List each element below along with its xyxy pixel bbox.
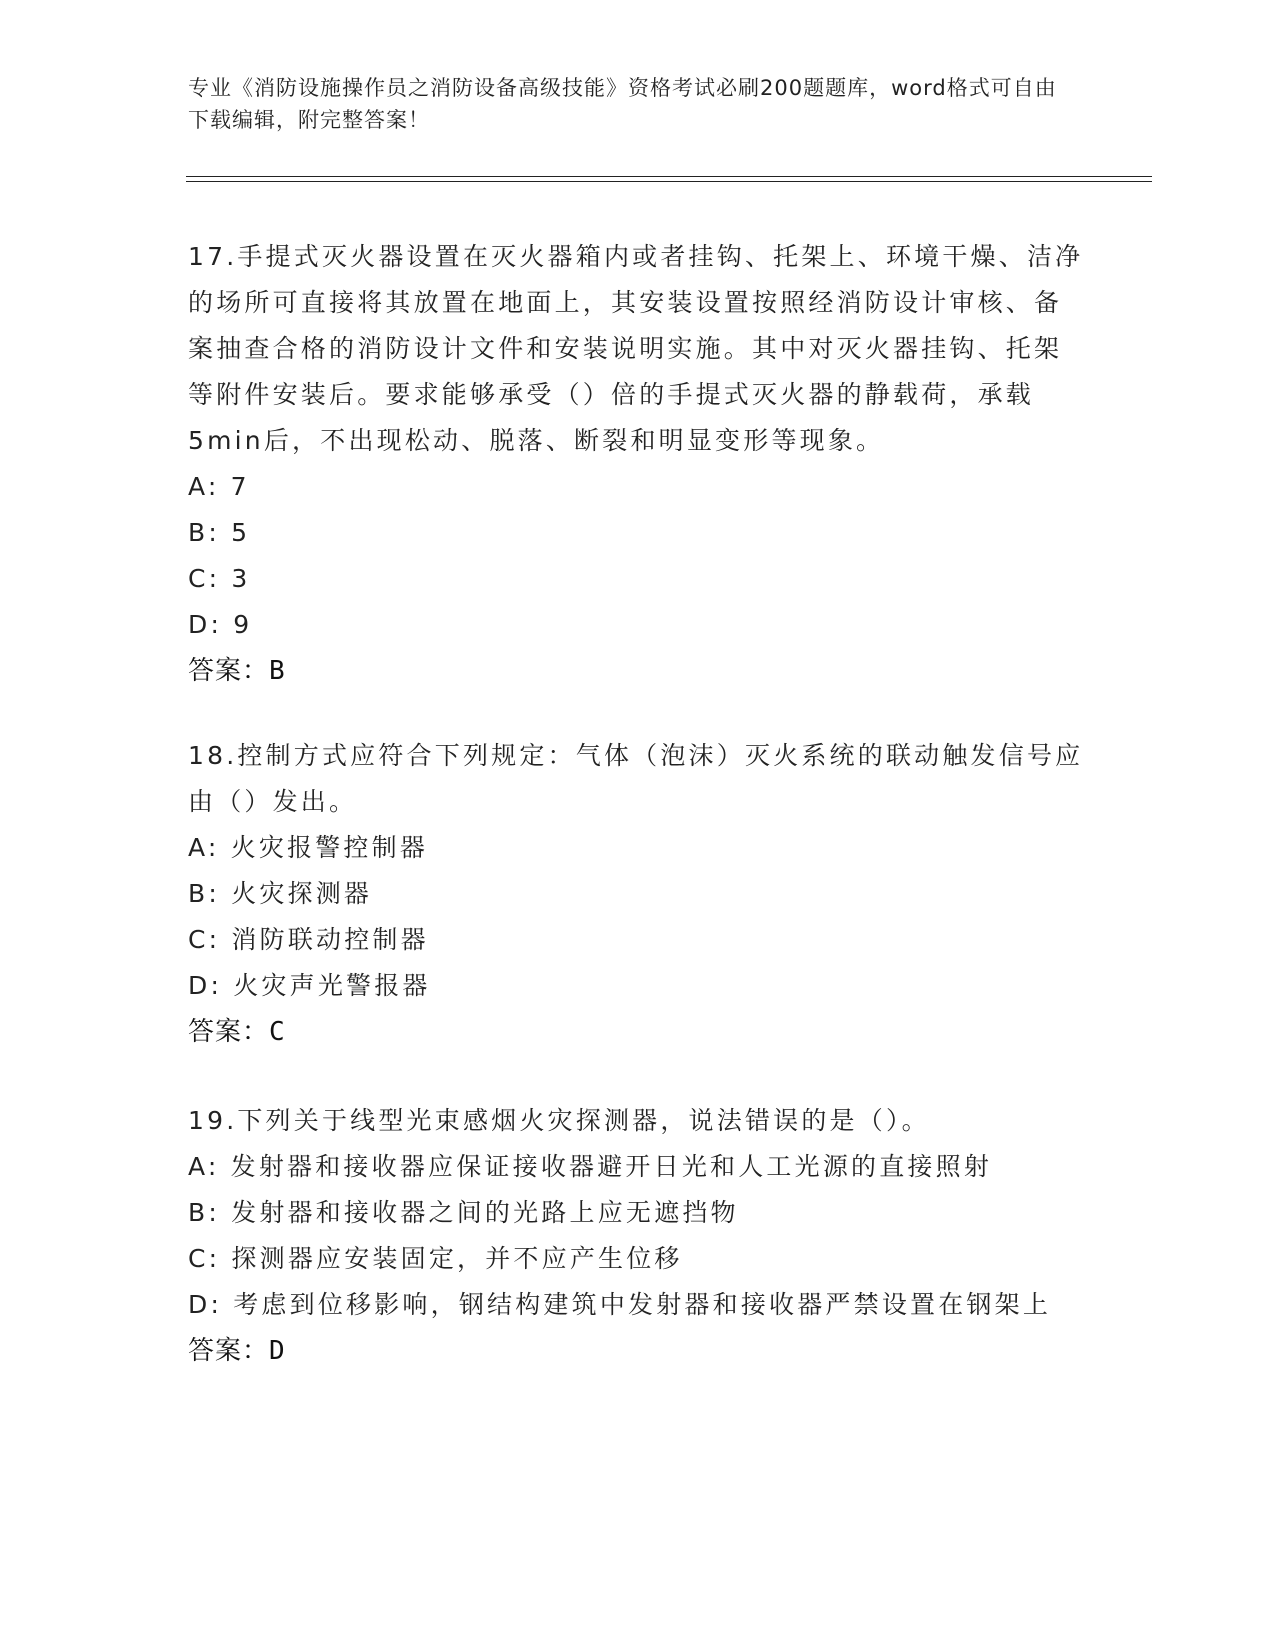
question-stem: 18.控制方式应符合下列规定：气体（泡沫）灭火系统的联动触发信号应由（）发出。 [188, 741, 1084, 816]
header-divider-top [186, 176, 1152, 177]
answer-label: 答案： [188, 656, 270, 686]
question-18 [188, 733, 1088, 1055]
option-c: C: 探测器应安装固定，并不应产生位移 [188, 1244, 683, 1273]
option-a: A: 发射器和接收器应保证接收器避开日光和人工光源的直接照射 [188, 1152, 993, 1181]
document-header: 专业《消防设施操作员之消防设备高级技能》资格考试必刷200题题库，word格式可自由下载编辑，附完整答案！ [188, 76, 1057, 132]
option-b: B: 火灾探测器 [188, 879, 373, 908]
option-d: D: 火灾声光警报器 [188, 971, 431, 1000]
answer-line [188, 1328, 1088, 1374]
option-d: D: 9 [188, 610, 253, 639]
answer-label: 答案： [188, 1336, 270, 1366]
option-a: A: 火灾报警控制器 [188, 833, 429, 862]
option-d: D: 考虑到位移影响，钢结构建筑中发射器和接收器严禁设置在钢架上 [188, 1290, 1052, 1319]
answer-line [188, 1009, 1088, 1055]
option-c: C: 消防联动控制器 [188, 925, 429, 954]
answer-value: C [269, 1017, 286, 1047]
option-c: C: 3 [188, 564, 251, 593]
option-b: B: 5 [188, 518, 251, 547]
header-divider-bottom [186, 181, 1152, 182]
option-a: A: 7 [188, 472, 250, 501]
answer-value: B [269, 656, 286, 686]
answer-label: 答案： [188, 1017, 270, 1047]
answer-value: D [269, 1336, 286, 1366]
answer-line [188, 648, 1088, 694]
question-17 [188, 234, 1088, 694]
question-19 [188, 1098, 1088, 1374]
option-b: B: 发射器和接收器之间的光路上应无遮挡物 [188, 1198, 739, 1227]
question-stem: 17.手提式灭火器设置在灭火器箱内或者挂钩、托架上、环境干燥、洁净的场所可直接将其放置在地面上，其安装设置按照经消防设计审核、备案抽查合格的消防设计文件和安装说明实施。其中对灭火器挂钩、托架等附件安装后。要求能够承受（）倍的手提式灭火器的静载荷，承载5min后，不出现松动、脱落、断裂和明显变形等现象。 [188, 242, 1084, 455]
question-stem: 19.下列关于线型光束感烟火灾探测器，说法错误的是（）。 [188, 1106, 930, 1135]
